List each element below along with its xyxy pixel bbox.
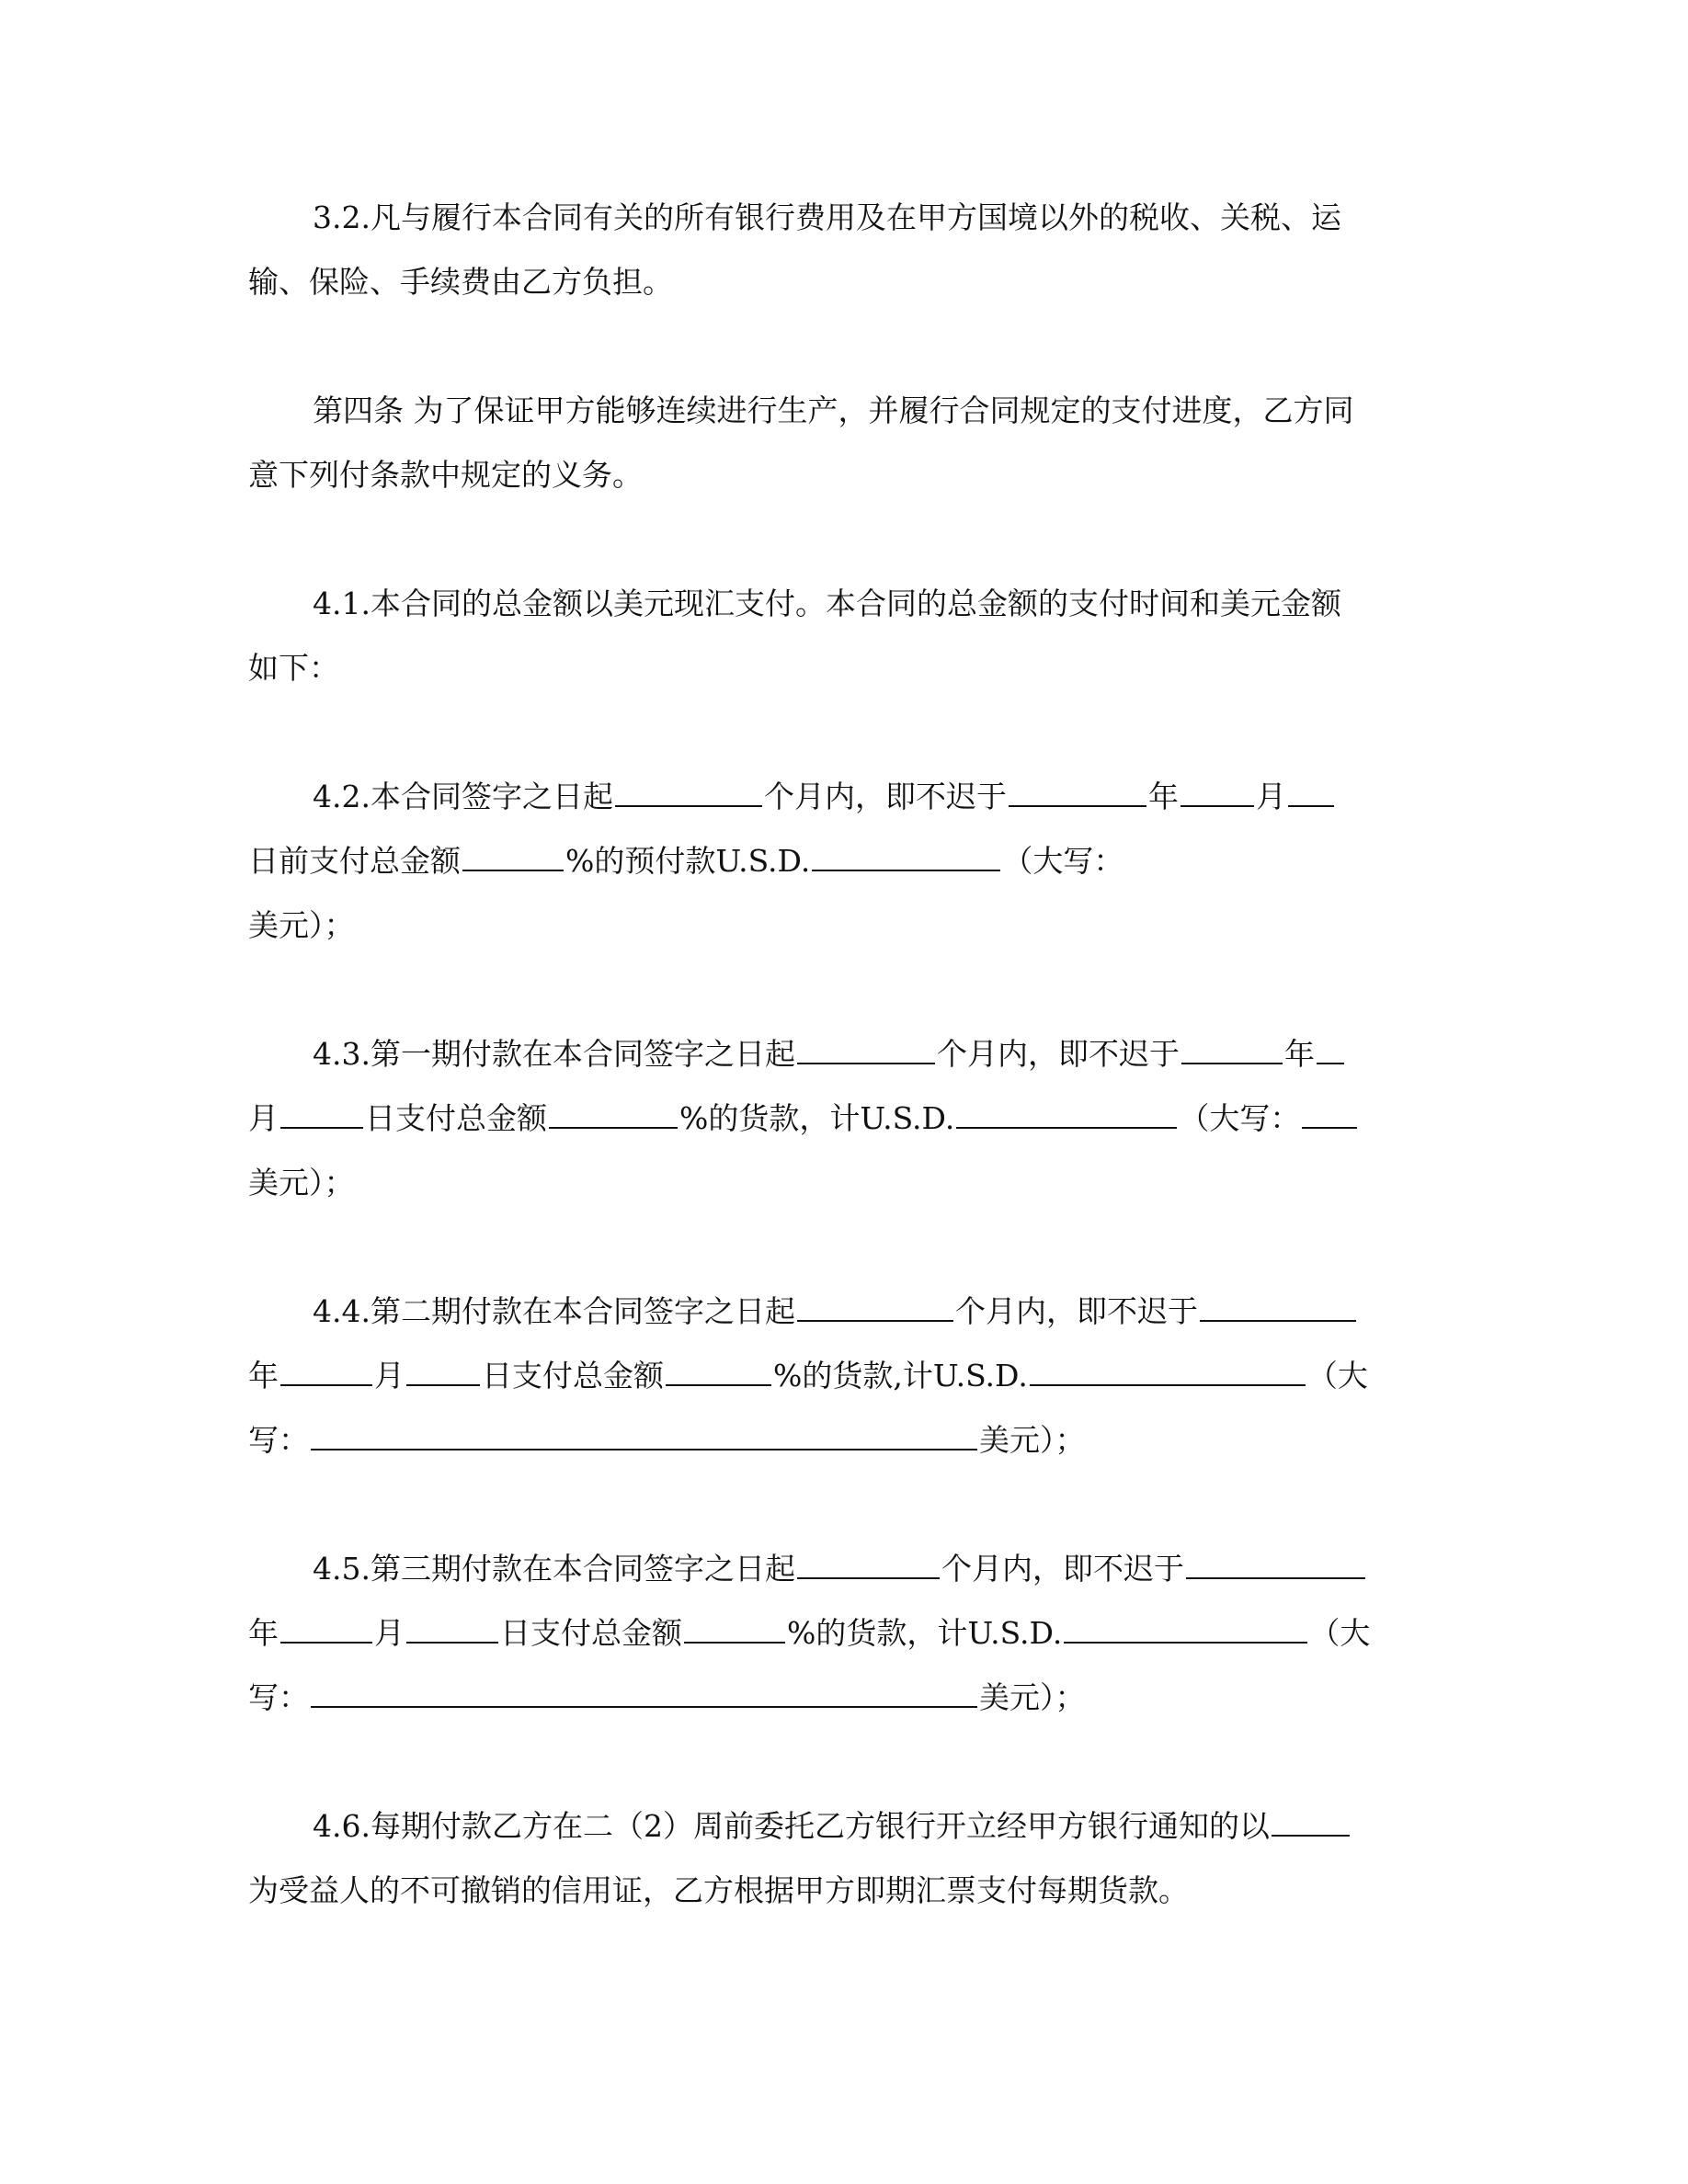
clause-4-5-year-label: 年	[248, 1615, 279, 1651]
clause-4-3-text-a: 4.3.第一期付款在本合同签字之日起	[313, 1036, 795, 1072]
clause-4-4-text-a: 4.4.第二期付款在本合同签字之日起	[313, 1293, 795, 1329]
clause-4-3-year-label: 年	[1283, 1036, 1315, 1072]
day-blank[interactable]	[406, 1348, 480, 1386]
clause-4-2-text-a: 4.2.本合同签字之日起	[313, 779, 613, 814]
usd-amount-blank[interactable]	[1030, 1348, 1306, 1386]
clause-3-2-text-1: 3.2.凡与履行本合同有关的所有银行费用及在甲方国境以外的税收、关税、运	[313, 199, 1341, 235]
year-blank[interactable]	[1181, 1026, 1283, 1064]
clause-4-3-text-e: 日支付总金额	[365, 1100, 547, 1136]
clause-4-6-text-a: 4.6.每期付款乙方在二（2）周前委托乙方银行开立经甲方银行通知的以	[313, 1808, 1270, 1844]
clause-4-5-line-1	[313, 1537, 1443, 1601]
clause-4-5-text-b: 个月内，即不迟于	[941, 1551, 1184, 1587]
usd-amount-blank[interactable]	[1064, 1605, 1307, 1644]
clause-4-4-text-e: 日支付总金额	[482, 1358, 664, 1393]
months-blank[interactable]	[797, 1026, 935, 1064]
clause-4-4-text-b: 个月内，即不迟于	[954, 1293, 1198, 1329]
clause-4-2-month-label: 月	[1255, 779, 1286, 814]
article-4-line-2	[248, 443, 1443, 507]
clause-4-3-text-b: 个月内，即不迟于	[936, 1036, 1180, 1072]
clause-4-4-line-2	[248, 1344, 1443, 1408]
clause-3-2-line-1	[313, 186, 1443, 250]
clause-4-3-line-1	[313, 1022, 1443, 1086]
percent-blank[interactable]	[549, 1090, 678, 1129]
clause-4-5-line-3	[248, 1666, 1443, 1730]
usd-amount-blank[interactable]	[956, 1090, 1177, 1129]
clause-4-5-text-h: 写：	[248, 1679, 309, 1715]
clause-4-5-text-e: 日支付总金额	[500, 1615, 682, 1651]
clause-4-1-line-2	[248, 636, 1443, 700]
day-blank[interactable]	[280, 1090, 363, 1129]
clause-4-5-text-g: （大	[1309, 1615, 1371, 1651]
clause-4-2-line-1	[313, 765, 1443, 829]
clause-4-4-month-label: 月	[374, 1358, 405, 1393]
clause-4-3-text-f: %的货款，计U.S.D.	[679, 1100, 955, 1136]
clause-4-3-line-3	[248, 1151, 1443, 1215]
month-blank[interactable]	[1180, 768, 1254, 807]
clause-4-2-text-f: %的预付款U.S.D.	[565, 843, 811, 879]
clause-4-2-line-2	[248, 829, 1443, 893]
clause-4-2-text-e: 日前支付总金额	[248, 843, 461, 879]
clause-4-5-line-2	[248, 1601, 1443, 1666]
article-4-line-1	[313, 379, 1443, 443]
month-blank[interactable]	[280, 1605, 372, 1644]
clause-4-6-line-1	[313, 1794, 1443, 1859]
clause-4-4-text-g: （大	[1306, 1358, 1368, 1393]
words-blank[interactable]	[311, 1669, 977, 1708]
beneficiary-blank[interactable]	[1272, 1798, 1350, 1837]
clause-4-4-line-3	[248, 1408, 1443, 1473]
year-blank[interactable]	[1200, 1283, 1356, 1322]
clause-4-5-month-label: 月	[374, 1615, 405, 1651]
article-4-text-2: 意下列付条款中规定的义务。	[248, 457, 643, 493]
clause-4-1-line-1	[313, 572, 1443, 636]
clause-4-2-line-3	[248, 893, 1443, 958]
clause-4-2-text-b: 个月内，即不迟于	[763, 779, 1007, 814]
clause-4-2-text-h: 美元）；	[248, 907, 355, 943]
month-blank[interactable]	[280, 1348, 372, 1386]
words-blank[interactable]	[311, 1412, 977, 1450]
clause-4-5-text-i: 美元）；	[979, 1679, 1086, 1715]
clause-4-4-text-i: 美元）；	[979, 1422, 1086, 1458]
usd-amount-blank[interactable]	[812, 833, 1000, 871]
clause-4-2-text-g: （大写：	[1002, 843, 1124, 879]
month-blank[interactable]	[1317, 1026, 1344, 1064]
clause-4-3-text-h: 美元）；	[248, 1165, 355, 1200]
clause-4-2-year-label: 年	[1147, 779, 1179, 814]
clause-4-3-line-2	[248, 1086, 1443, 1151]
clause-4-3-text-g: （大写：	[1179, 1100, 1301, 1136]
clause-4-4-text-f: %的货款,计U.S.D.	[773, 1358, 1028, 1393]
day-blank[interactable]	[406, 1605, 498, 1644]
clause-4-1-text-2: 如下：	[248, 650, 339, 686]
months-blank[interactable]	[615, 768, 762, 807]
clause-4-3-month-label: 月	[248, 1100, 279, 1136]
months-blank[interactable]	[797, 1541, 940, 1579]
clause-4-5-text-a: 4.5.第三期付款在本合同签字之日起	[313, 1551, 795, 1587]
article-4-text-1: 第四条 为了保证甲方能够连续进行生产，并履行合同规定的支付进度，乙方同	[313, 392, 1354, 428]
clause-3-2-text-2: 输、保险、手续费由乙方负担。	[248, 264, 673, 300]
percent-blank[interactable]	[666, 1348, 771, 1386]
clause-4-6-text-b: 为受益人的不可撤销的信用证，乙方根据甲方即期汇票支付每期货款。	[248, 1872, 1189, 1908]
clause-4-1-text-1: 4.1.本合同的总金额以美元现汇支付。本合同的总金额的支付时间和美元金额	[313, 586, 1341, 621]
clause-4-6-line-2	[248, 1859, 1443, 1923]
day-blank[interactable]	[1288, 768, 1334, 807]
percent-blank[interactable]	[462, 833, 564, 871]
clause-4-4-line-1	[313, 1280, 1443, 1344]
clause-4-4-year-label: 年	[248, 1358, 279, 1393]
clause-4-5-text-f: %的货款，计U.S.D.	[787, 1615, 1063, 1651]
clause-4-4-text-h: 写：	[248, 1422, 309, 1458]
words-blank[interactable]	[1302, 1090, 1357, 1129]
year-blank[interactable]	[1009, 768, 1146, 807]
clause-3-2-line-2	[248, 250, 1443, 314]
percent-blank[interactable]	[684, 1605, 785, 1644]
year-blank[interactable]	[1186, 1541, 1365, 1579]
months-blank[interactable]	[797, 1283, 953, 1322]
